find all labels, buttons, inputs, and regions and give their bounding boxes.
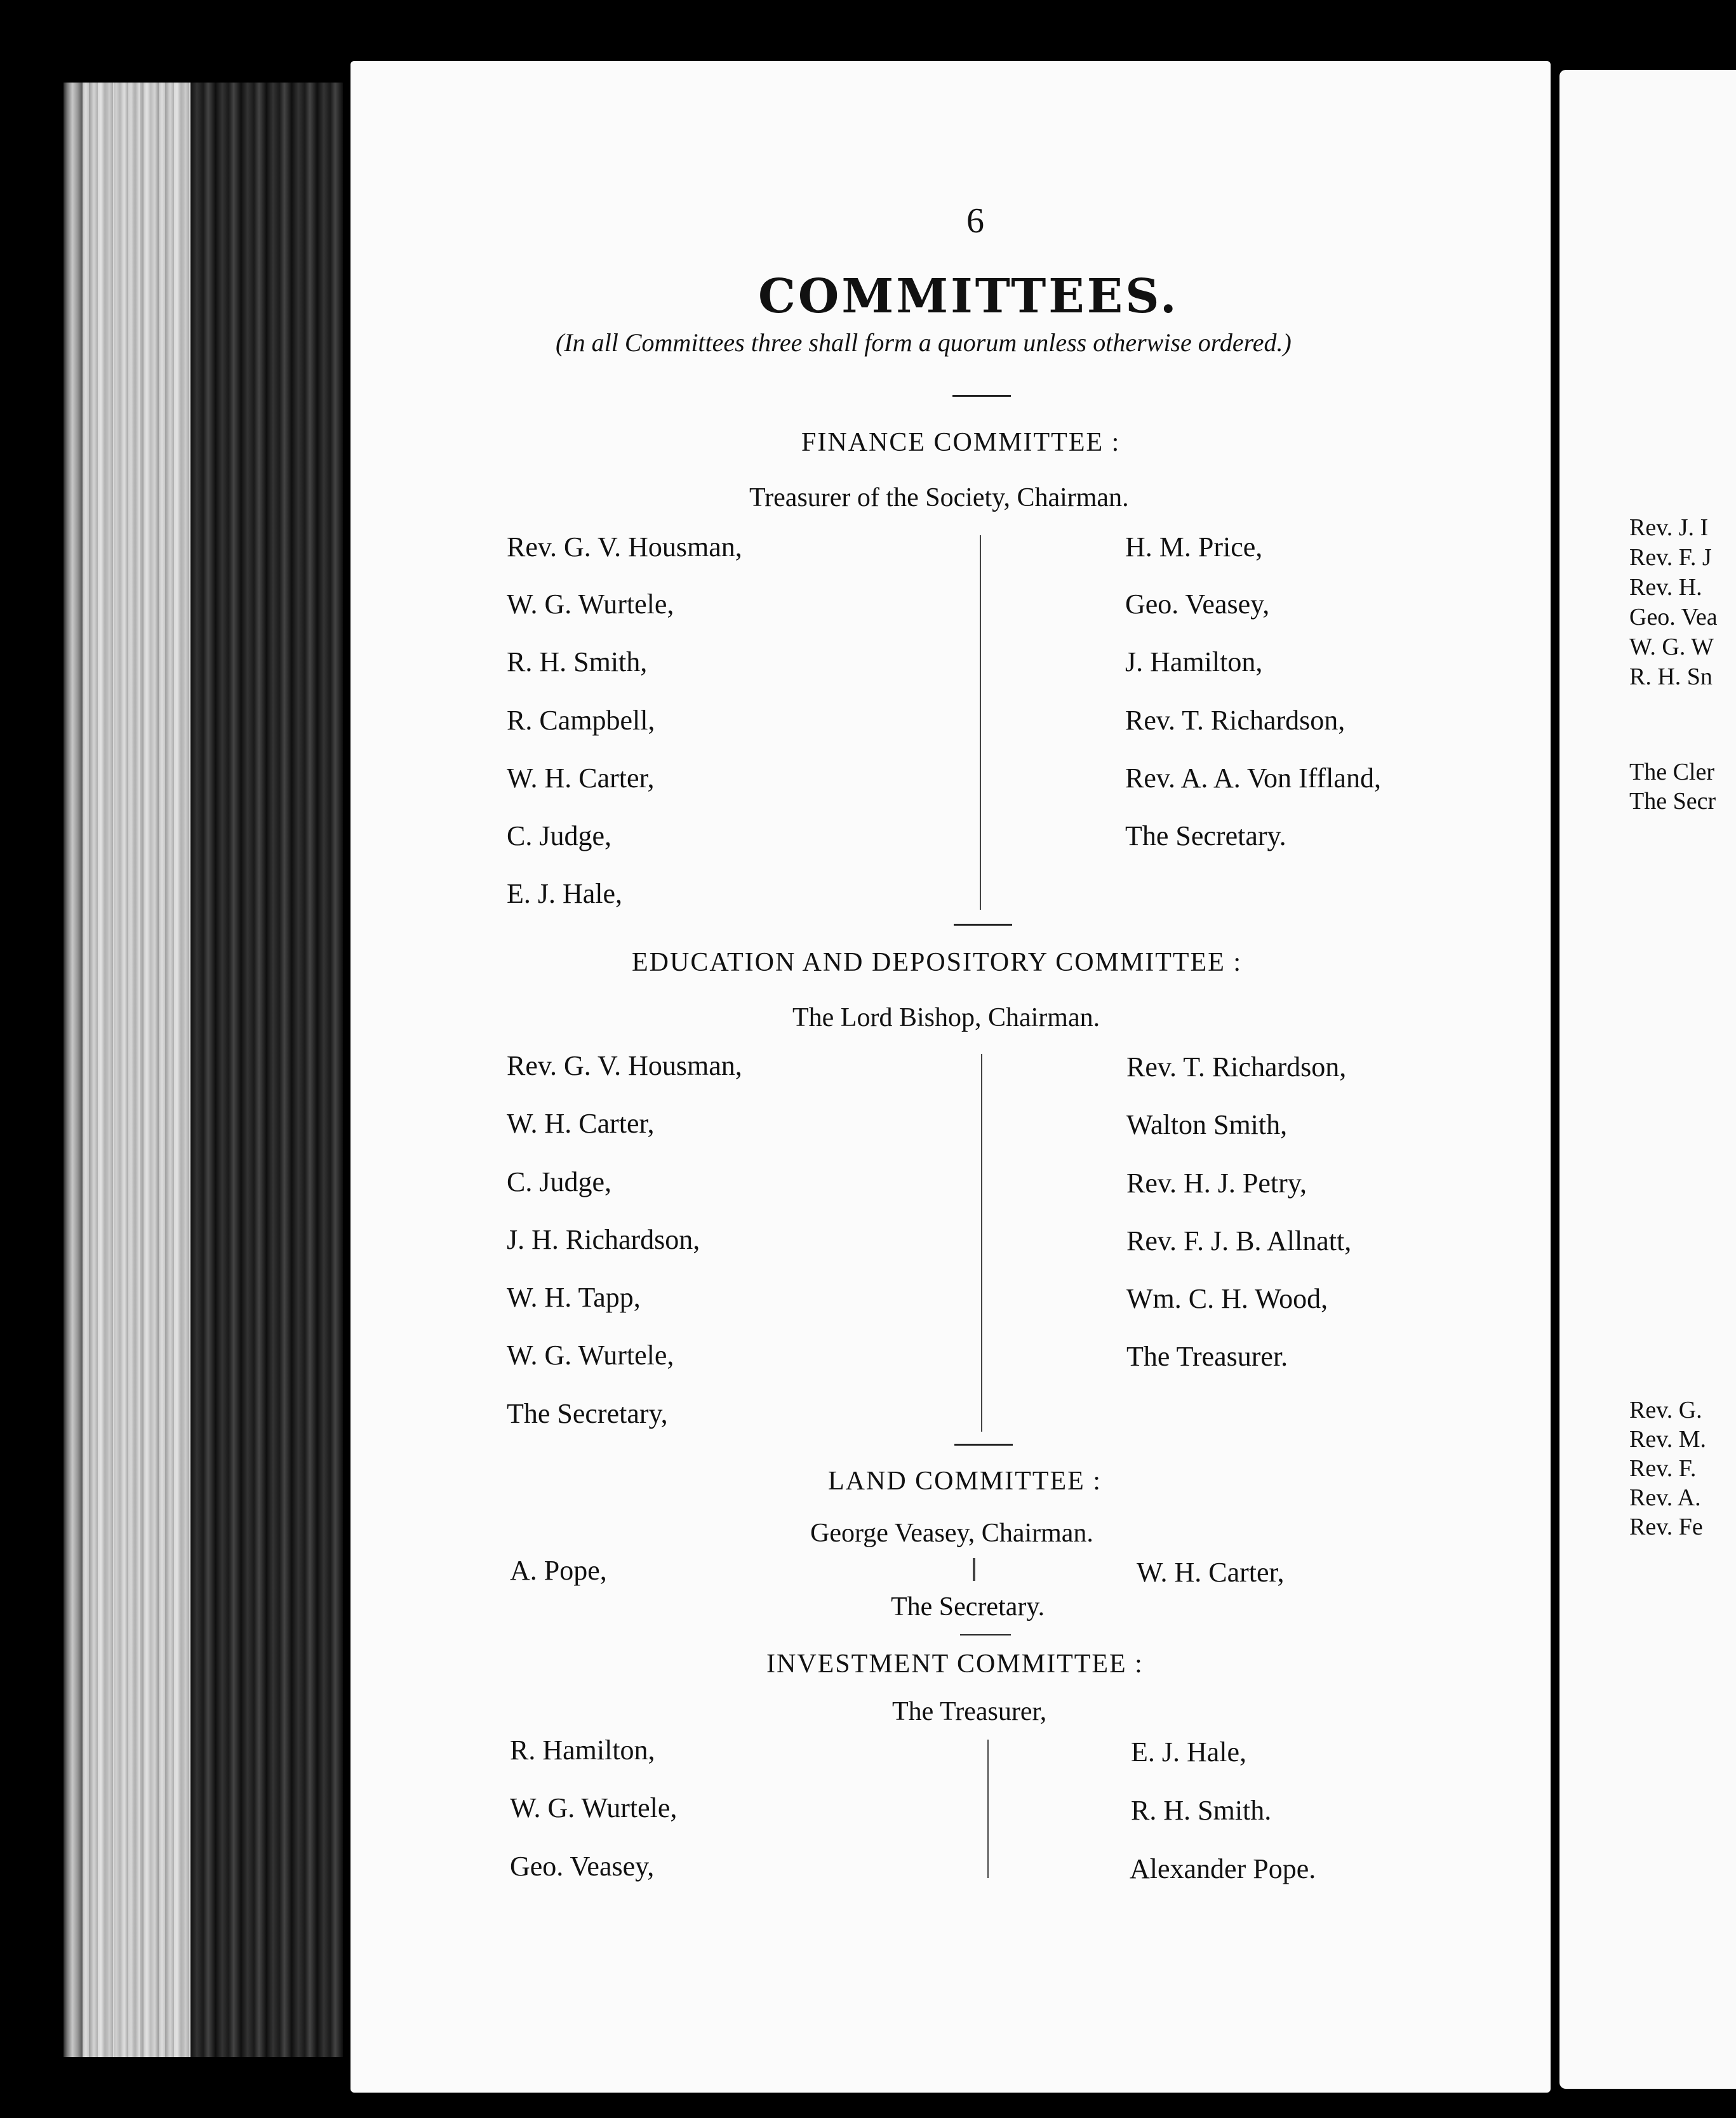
next-page-line: Rev. G. xyxy=(1629,1397,1702,1423)
finance-member: The Secretary. xyxy=(1125,820,1286,851)
divider-rule xyxy=(960,1634,1011,1635)
education-member: Rev. F. J. B. Allnatt, xyxy=(1126,1225,1352,1256)
investment-member: E. J. Hale, xyxy=(1131,1736,1247,1768)
divider-rule xyxy=(954,924,1012,926)
book-page-edges-light xyxy=(83,83,190,2057)
finance-member: Rev. T. Richardson, xyxy=(1125,705,1345,736)
finance-member: J. Hamilton, xyxy=(1125,646,1263,677)
finance-member: Rev. A. A. Von Iffland, xyxy=(1125,763,1381,794)
divider-rule xyxy=(954,1444,1013,1446)
land-footer: The Secretary. xyxy=(891,1592,1045,1622)
education-member: C. Judge, xyxy=(507,1166,611,1197)
education-member: Walton Smith, xyxy=(1126,1109,1288,1140)
next-page-line: Rev. H. xyxy=(1629,574,1702,601)
finance-chair: Treasurer of the Society, Chairman. xyxy=(749,483,1129,512)
book-spine-shadow xyxy=(190,83,343,2057)
next-page-line: Geo. Vea xyxy=(1629,604,1718,630)
page-title: COMMITTEES. xyxy=(758,269,1179,324)
finance-member: Geo. Veasey, xyxy=(1125,589,1270,620)
section-title-finance: FINANCE COMMITTEE : xyxy=(801,428,1121,457)
investment-member: Geo. Veasey, xyxy=(510,1851,655,1882)
next-page-line: Rev. A. xyxy=(1629,1484,1701,1511)
next-page-edge xyxy=(1559,70,1736,2089)
education-member: Rev. T. Richardson, xyxy=(1126,1051,1347,1082)
education-member: The Secretary, xyxy=(507,1398,668,1429)
investment-chair: The Treasurer, xyxy=(892,1697,1047,1726)
next-page-line: Rev. F. J xyxy=(1629,544,1712,571)
finance-member: E. J. Hale, xyxy=(507,878,623,909)
education-member: W. G. Wurtele, xyxy=(507,1340,674,1371)
column-divider xyxy=(980,535,981,910)
finance-member: H. M. Price, xyxy=(1125,531,1263,563)
next-page-line: R. H. Sn xyxy=(1629,663,1713,690)
next-page-line: Rev. F. xyxy=(1629,1455,1697,1482)
education-member: The Treasurer. xyxy=(1126,1341,1288,1372)
page-number: 6 xyxy=(966,201,984,241)
education-member: Wm. C. H. Wood, xyxy=(1126,1283,1328,1314)
next-page-line: Rev. M. xyxy=(1629,1426,1707,1453)
finance-member: W. G. Wurtele, xyxy=(507,589,674,620)
education-member: W. H. Carter, xyxy=(507,1108,655,1139)
finance-member: Rev. G. V. Housman, xyxy=(507,531,742,563)
education-chair: The Lord Bishop, Chairman. xyxy=(792,1003,1100,1032)
next-page-line: W. G. W xyxy=(1629,634,1714,660)
section-title-land: LAND COMMITTEE : xyxy=(828,1467,1102,1496)
investment-member: R. Hamilton, xyxy=(510,1735,655,1766)
investment-member: W. G. Wurtele, xyxy=(510,1792,678,1823)
land-member: A. Pope, xyxy=(510,1555,607,1586)
land-chair: George Veasey, Chairman. xyxy=(810,1519,1093,1548)
column-divider xyxy=(987,1740,989,1878)
finance-member: R. Campbell, xyxy=(507,705,655,736)
investment-member: Alexander Pope. xyxy=(1130,1853,1316,1884)
next-page-line: The Cler xyxy=(1629,759,1715,785)
next-page-line: The Secr xyxy=(1629,788,1716,815)
page-subtitle: (In all Committees three shall form a quorum unless otherwise ordered.) xyxy=(556,328,1292,357)
finance-member: C. Judge, xyxy=(507,820,611,851)
column-divider xyxy=(981,1054,982,1432)
investment-member: R. H. Smith. xyxy=(1131,1795,1272,1826)
land-member: W. H. Carter, xyxy=(1137,1557,1285,1588)
finance-member: R. H. Smith, xyxy=(507,646,648,677)
education-member: J. H. Richardson, xyxy=(507,1224,700,1255)
divider-rule xyxy=(952,395,1011,397)
column-divider xyxy=(973,1558,975,1581)
next-page-line: Rev. Fe xyxy=(1629,1514,1703,1540)
next-page-line: Rev. J. I xyxy=(1629,514,1709,541)
education-member: Rev. H. J. Petry, xyxy=(1126,1168,1307,1199)
section-title-investment: INVESTMENT COMMITTEE : xyxy=(766,1649,1144,1679)
education-member: Rev. G. V. Housman, xyxy=(507,1050,742,1081)
section-title-education: EDUCATION AND DEPOSITORY COMMITTEE : xyxy=(632,948,1243,977)
finance-member: W. H. Carter, xyxy=(507,763,655,794)
education-member: W. H. Tapp, xyxy=(507,1282,641,1313)
